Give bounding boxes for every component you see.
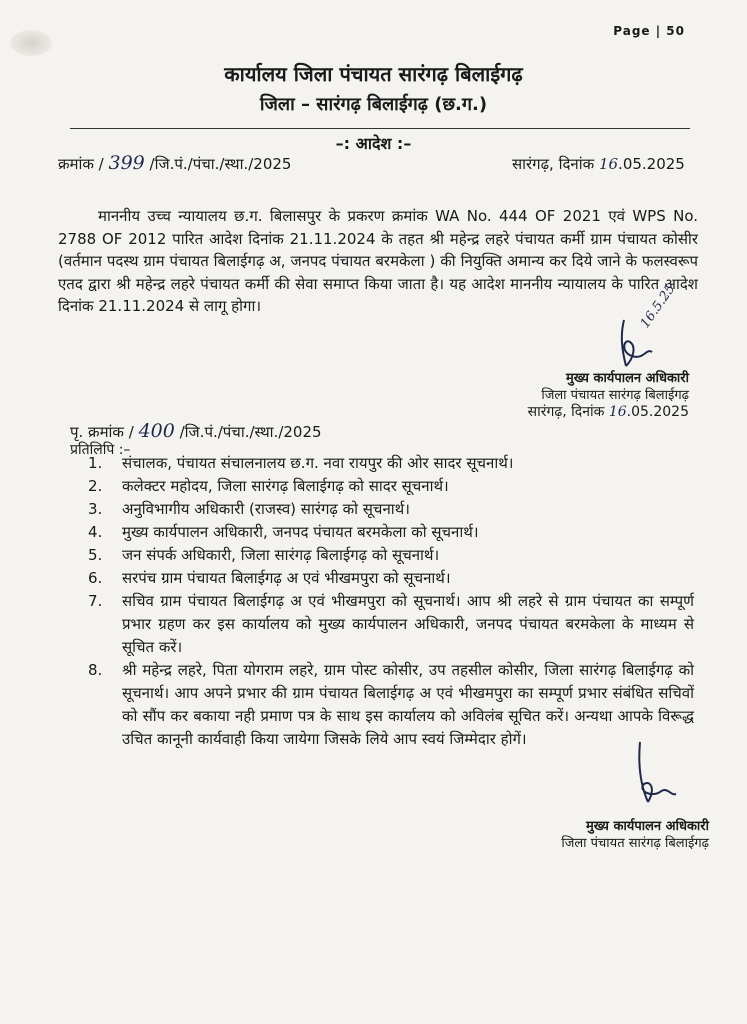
copy-ref-suffix: /जि.पं./पंचा./स्था./2025: [179, 423, 322, 441]
signature-1-date: 16.5.25: [637, 281, 679, 331]
list-item: 5. जन संपर्क अधिकारी, जिला सारंगढ़ बिलाईगढ़ को सूचनार्थ।: [88, 546, 440, 564]
signature-1-day: 16: [608, 404, 627, 420]
signature-1-office: जिला पंचायत सारंगढ़ बिलाईगढ़: [541, 388, 689, 403]
order-title: –: आदेश :–: [335, 134, 412, 153]
signature-2-designation: मुख्य कार्यपालन अधिकारी: [586, 819, 709, 834]
district-line: जिला – सारंगढ़ बिलाईगढ़ (छ.ग.): [259, 94, 488, 115]
paper-stain: [10, 30, 52, 56]
header-divider: [70, 128, 690, 129]
copy-reference: [70, 420, 322, 442]
order-number: 399: [108, 152, 145, 174]
signature-1-place-date-label: सारंगढ़, दिनांक: [527, 404, 605, 420]
list-item: 8. श्री महेन्द्र लहरे, पिता योगराम लहरे, ग्राम पोस्ट कोसीर, उप तहसील कोसीर, जिला सारंगढ़ बिलाईगढ़ को सूचनार्थ। आप अपने प्रभार की ग्राम पंचायत बिलाईगढ़ अ एवं भीखमपुरा का सम्पूर्ण प्रभार संबंधित सचिवों को सौंप कर बकाया नही प्रमाण पत्र के साथ इस कार्यालय को अविलंब सूचित करें। अन्यथा आपके विरूद्ध उचित कानूनी कार्यवाही किया जायेगा जिसके लिये आप स्वयं जिम्मेदार होगें।: [88, 661, 694, 748]
signature-1-scrawl: [600, 318, 710, 378]
signature-1-date-line: [528, 404, 689, 421]
list-item: 3. अनुविभागीय अधिकारी (राजस्व) सारंगढ़ को सूचनार्थ।: [88, 500, 410, 518]
order-ref-prefix: क्रमांक /: [58, 155, 104, 173]
list-item: 4. मुख्य कार्यपालन अधिकारी, जनपद पंचायत बरमकेला को सूचनार्थ।: [88, 523, 479, 541]
order-date: [512, 154, 685, 174]
signature-1-designation: मुख्य कार्यपालन अधिकारी: [566, 371, 689, 386]
copy-label: प्रतिलिपि :–: [70, 442, 131, 458]
list-item: 6. सरपंच ग्राम पंचायत बिलाईगढ़ अ एवं भीखमपुरा को सूचनार्थ।: [88, 569, 451, 587]
list-item: 1. संचालक, पंचायत संचालनालय छ.ग. नवा रायपुर की ओर सादर सूचनार्थ।: [88, 454, 514, 472]
signature-block-2: [561, 818, 709, 852]
order-date-rest: .05.2025: [618, 155, 685, 173]
order-place-date-label: सारंगढ़, दिनांक: [512, 155, 595, 173]
order-ref-suffix: /जि.पं./पंचा./स्था./2025: [149, 155, 292, 173]
signature-block-1: [528, 370, 689, 421]
order-day: 16: [598, 155, 619, 173]
order-reference: [58, 152, 291, 174]
signature-2-office: जिला पंचायत सारंगढ़ बिलाईगढ़: [561, 836, 709, 851]
signature-2-scrawl: [620, 740, 710, 820]
copy-recipient-list: [88, 452, 694, 751]
page-number: Page | 50: [613, 24, 685, 38]
signature-1-date-rest: .05.2025: [626, 404, 689, 420]
order-body: माननीय उच्च न्यायालय छ.ग. बिलासपुर के प्रकरण क्रमांक WA No. 444 OF 2021 एवं WPS No. 2788 OF 2012 पारित आदेश दिनांक 21.11.2024 के तहत श्री महेन्द्र लहरे पंचायत कर्मी ग्राम पंचायत कोसीर (वर्तमान पदस्थ ग्राम पंचायत बिलाईगढ़ अ, जनपद पंचायत बरमकेला ) की नियुक्ति अमान्य कर दिये जाने के फलस्वरूप एतद द्वारा श्री महेन्द्र लहरे पंचायत कर्मी की सेवा समाप्त किया जाता है। यह आदेश माननीय न्यायालय के पारित आदेश दिनांक 21.11.2024 से लागू होगा।: [58, 207, 698, 315]
list-item: 2. कलेक्टर महोदय, जिला सारंगढ़ बिलाईगढ़ को सादर सूचनार्थ।: [88, 477, 449, 495]
list-item: 7. सचिव ग्राम पंचायत बिलाईगढ़ अ एवं भीखमपुरा को सूचनार्थ। आप श्री लहरे से ग्राम पंचायत का सम्पूर्ण प्रभार ग्रहण कर इस कार्यालय को मुख्य कार्यपालन अधिकारी, जनपद पंचायत बरमकेला के माध्यम से सूचित करें।: [88, 592, 694, 656]
copy-number: 400: [138, 420, 175, 442]
copy-ref-prefix: पृ. क्रमांक /: [70, 423, 134, 441]
office-name: कार्यालय जिला पंचायत सारंगढ़ बिलाईगढ़: [224, 62, 523, 86]
